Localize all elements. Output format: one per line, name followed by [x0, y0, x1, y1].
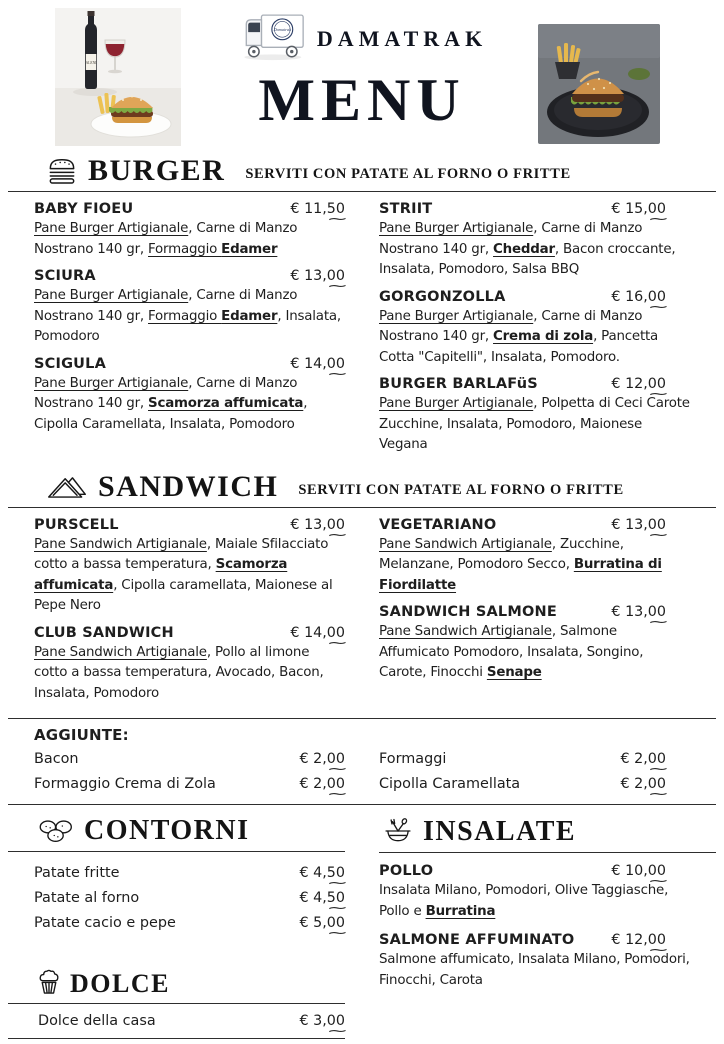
menu-item	[34, 268, 345, 348]
cupcake-icon	[38, 968, 60, 997]
sandwich-items	[34, 508, 690, 713]
row-label: Formaggi	[379, 751, 447, 767]
item-price	[611, 604, 666, 620]
brand-name: DAMATRAK	[316, 26, 488, 51]
section-title: BURGER	[88, 154, 226, 187]
item-price	[611, 201, 666, 217]
price-text: € 15,00	[611, 201, 666, 217]
section-title: SANDWICH	[98, 469, 279, 503]
potatoes-icon	[38, 818, 74, 845]
item-description: Pane Sandwich Artigianale, Zucchine, Melanzane, Pomodoro Secco, Burratina di Fiordilatte	[379, 536, 662, 593]
item-price	[290, 625, 345, 641]
sandwich-icon	[46, 473, 88, 502]
menu-row	[34, 861, 345, 886]
menu-item	[379, 517, 690, 597]
menu-row	[34, 1009, 345, 1034]
item-name: BURGER BARLAFüS	[379, 376, 538, 392]
item-description: Pane Burger Artigianale, Carne di Manzo Nostrano 140 gr, Formaggio Edamer, Insalata, Pomodoro	[34, 288, 341, 344]
header	[34, 0, 690, 148]
item-price	[611, 376, 666, 392]
price-text: € 5,00	[299, 915, 345, 931]
item-description: Insalata Milano, Pomodori, Olive Taggiasche, Pollo e Burratina	[379, 883, 669, 919]
item-price	[290, 201, 345, 217]
item-description: Pane Sandwich Artigianale, Salmone Affumicato Pomodoro, Insalata, Songino, Carote, Finocchi Senape	[379, 624, 644, 680]
item-price	[611, 517, 666, 533]
price-text: € 2,00	[299, 776, 345, 792]
salad-pot-icon	[383, 817, 413, 846]
menu-row	[379, 772, 690, 797]
item-name: SALMONE AFFUMINATO	[379, 932, 575, 948]
row-price	[621, 772, 666, 797]
section-title: DOLCE	[70, 969, 170, 998]
row-label: Formaggio Crema di Zola	[34, 776, 216, 792]
row-price	[300, 886, 345, 911]
item-name: CLUB SANDWICH	[34, 624, 174, 641]
item-price	[611, 863, 666, 879]
item-description: Pane Sandwich Artigianale, Pollo al limone cotto a bassa temperatura, Avocado, Bacon, Insalata, Pomodoro	[34, 644, 324, 701]
price-text: € 14,00	[290, 355, 345, 372]
section-insalate	[379, 807, 690, 991]
price-text: € 2,00	[299, 751, 345, 767]
price-text: € 2,00	[620, 776, 666, 792]
divider	[8, 1038, 345, 1039]
item-description: Pane Burger Artigianale, Polpetta di Ceci Carote Zucchine, Insalata, Pomodoro, Maionese Vegana	[379, 396, 690, 452]
photo-burger-plate	[538, 24, 660, 144]
price-text: € 4,50	[299, 865, 345, 881]
price-text: € 10,00	[611, 863, 666, 879]
item-name: SCIURA	[34, 268, 96, 284]
item-name: SCIGULA	[34, 355, 107, 372]
ape-truck-icon	[237, 6, 309, 68]
divider	[8, 1003, 345, 1004]
menu-item	[379, 201, 690, 281]
menu-item	[34, 517, 345, 617]
price-text: € 13,00	[611, 604, 666, 620]
menu-row	[34, 747, 345, 772]
price-text: € 13,00	[290, 268, 345, 284]
item-price	[290, 268, 345, 284]
item-price	[611, 289, 666, 305]
menu-item	[379, 932, 690, 991]
row-price	[621, 747, 666, 772]
section-sandwich	[34, 464, 690, 713]
wine-bottle	[85, 15, 97, 89]
item-name: STRIIT	[379, 201, 433, 217]
item-description: Pane Burger Artigianale, Carne di Manzo Nostrano 140 gr, Formaggio Edamer	[34, 221, 298, 257]
svg-text:Damatrak: Damatrak	[273, 27, 292, 33]
menu-item	[379, 289, 690, 369]
price-text: € 16,00	[611, 288, 666, 305]
section-burger	[34, 148, 690, 464]
section-title: CONTORNI	[84, 815, 250, 846]
item-description: Pane Sandwich Artigianale, Maiale Sfilacciato cotto a bassa temperatura, Scamorza affumicata, Cipolla caramellata, Maionese al Pepe Nero	[34, 536, 333, 613]
row-price	[300, 911, 345, 936]
row-price	[300, 861, 345, 886]
item-name: POLLO	[379, 863, 434, 879]
svg-text:ALENI: ALENI	[85, 61, 97, 65]
price-text: € 3,00	[299, 1013, 345, 1029]
row-label: Patate fritte	[34, 865, 120, 881]
price-text: € 12,00	[611, 932, 666, 948]
price-text: € 13,00	[611, 516, 666, 533]
section-aggiunte	[34, 718, 690, 805]
row-label: Patate cacio e pepe	[34, 915, 176, 931]
page-title: MENU	[258, 67, 466, 133]
menu-item	[379, 604, 690, 684]
sandwich-section-header	[34, 464, 690, 507]
row-label: Cipolla Caramellata	[379, 776, 521, 792]
price-text: € 12,00	[611, 376, 666, 392]
item-description: Pane Burger Artigianale, Carne di Manzo Nostrano 140 gr, Scamorza affumicata, Cipolla Caramellata, Insalata, Pomodoro	[34, 375, 308, 432]
aggiunte-title: AGGIUNTE:	[34, 726, 129, 744]
item-name: VEGETARIANO	[379, 516, 497, 533]
burger-section-header	[34, 148, 690, 191]
menu-item	[34, 356, 345, 436]
row-label: Patate al forno	[34, 890, 140, 906]
item-price	[290, 356, 345, 372]
section-subtitle: SERVITI CON PATATE AL FORNO O FRITTE	[245, 166, 571, 182]
price-text: € 14,00	[290, 624, 345, 641]
row-price	[300, 747, 345, 772]
item-price	[611, 932, 666, 948]
bottom-sections	[34, 807, 690, 1039]
menu-row	[34, 772, 345, 797]
brand-block	[237, 6, 488, 133]
burger-items	[34, 192, 690, 464]
photo-wine-and-burger	[55, 8, 181, 146]
menu-row	[34, 886, 345, 911]
divider	[8, 804, 716, 805]
menu-item	[379, 376, 690, 456]
menu-row	[379, 747, 690, 772]
item-name: SANDWICH SALMONE	[379, 604, 557, 620]
menu-item	[34, 625, 345, 705]
section-dolce	[34, 958, 345, 1039]
menu-item	[379, 863, 690, 922]
row-price	[300, 772, 345, 797]
item-price	[290, 517, 345, 533]
item-name: BABY FIOEU	[34, 201, 134, 217]
price-text: € 13,00	[290, 516, 345, 533]
item-description: Pane Burger Artigianale, Carne di Manzo Nostrano 140 gr, Cheddar, Bacon croccante, Insalata, Pomodoro, Salsa BBQ	[379, 221, 676, 277]
section-contorni	[34, 807, 345, 936]
menu-row	[34, 911, 345, 936]
price-text: € 4,50	[299, 890, 345, 906]
price-text: € 11,50	[290, 201, 345, 217]
row-label: Bacon	[34, 751, 79, 767]
item-description: Pane Burger Artigianale, Carne di Manzo Nostrano 140 gr, Crema di zola, Pancetta Cotta "Capitelli", Insalata, Pomodoro.	[379, 308, 659, 365]
burger-icon	[46, 157, 78, 186]
item-name: GORGONZOLLA	[379, 288, 506, 305]
row-price	[300, 1009, 345, 1034]
row-label: Dolce della casa	[38, 1013, 156, 1029]
menu-item	[34, 201, 345, 260]
section-subtitle: SERVITI CON PATATE AL FORNO O FRITTE	[298, 481, 624, 498]
section-title: INSALATE	[423, 816, 577, 847]
item-description: Salmone affumicato, Insalata Milano, Pomodori, Finocchi, Carota	[379, 952, 690, 988]
price-text: € 2,00	[620, 751, 666, 767]
item-name: PURSCELL	[34, 516, 119, 533]
